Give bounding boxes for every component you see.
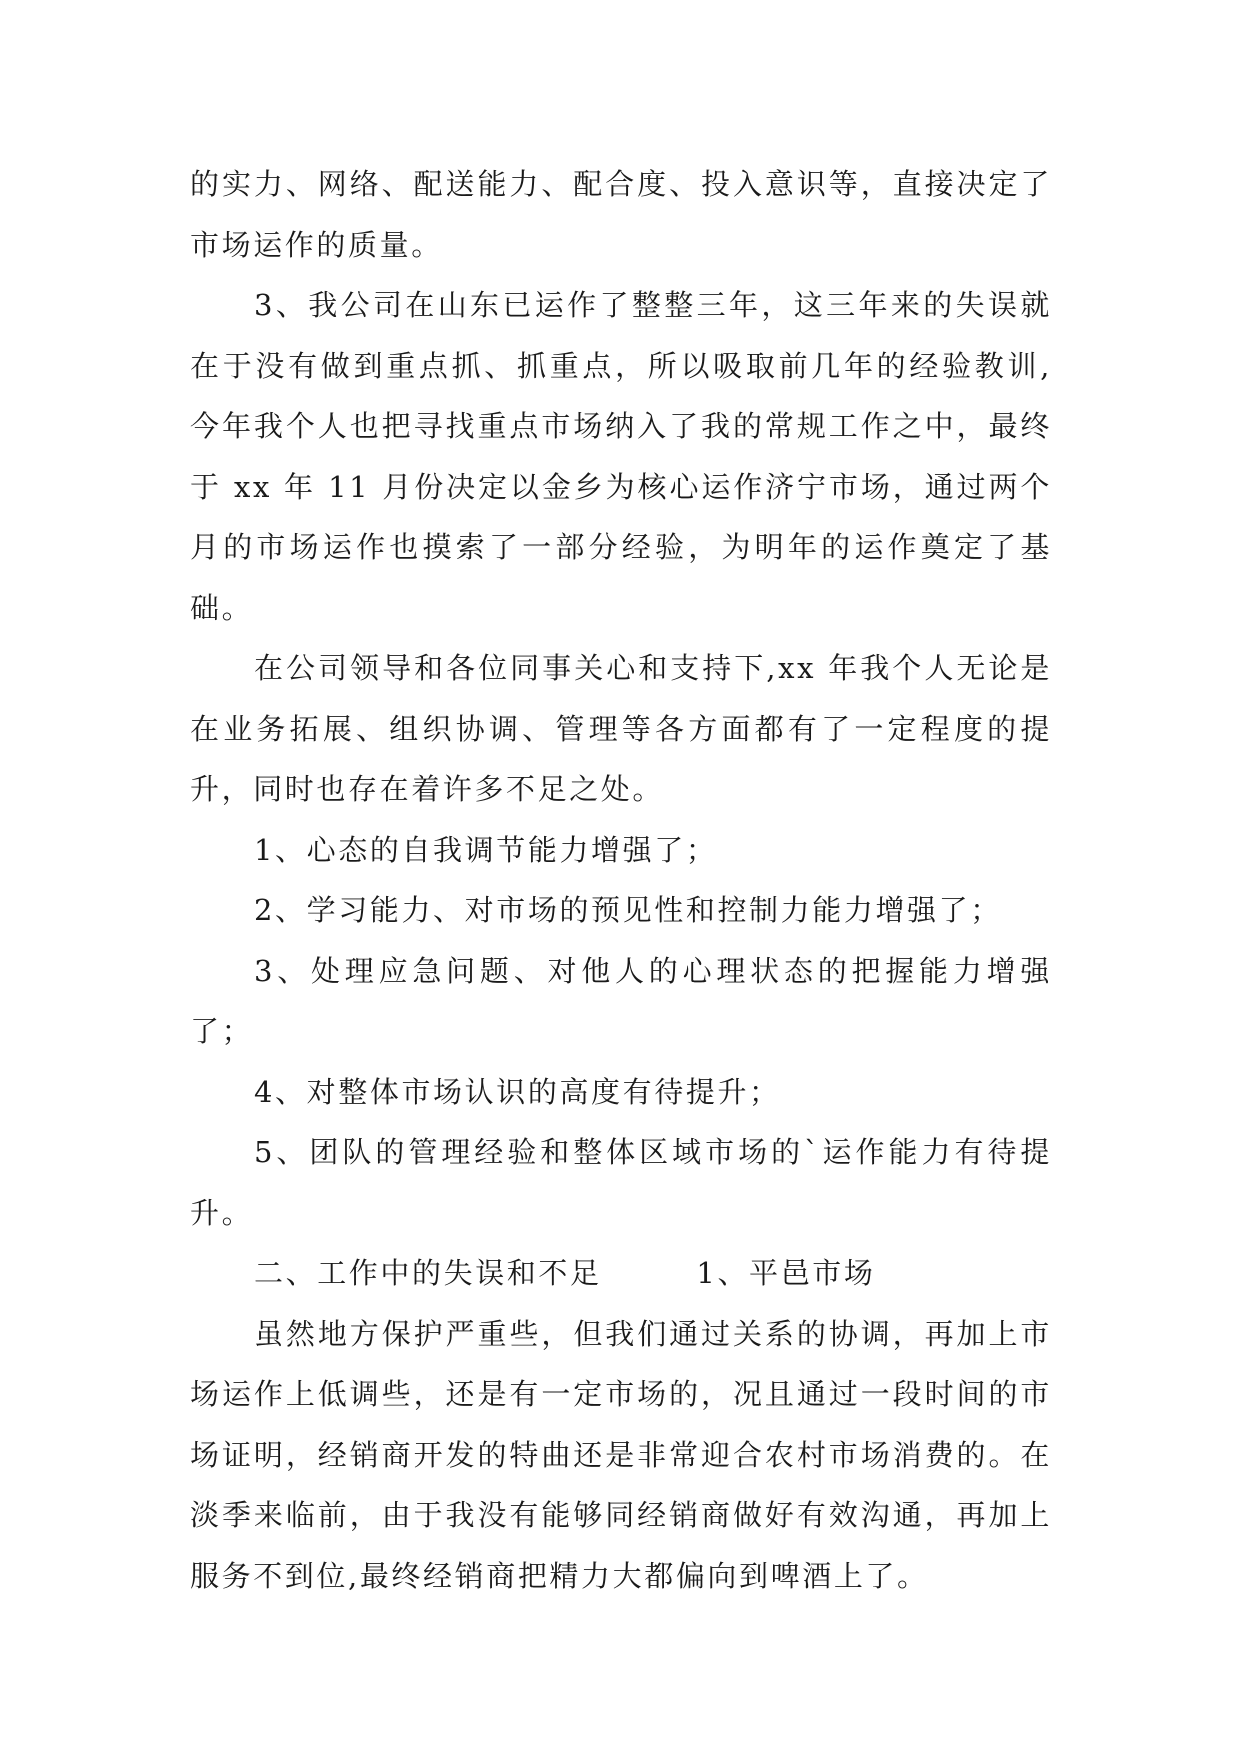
paragraph: 虽然地方保护严重些，但我们通过关系的协调，再加上市场运作上低调些，还是有一定市场的，况且通过一段时间的市场证明，经销商开发的特曲还是非常迎合农村市场消费的。在淡季来临前，由于我没有能够同经销商做好有效沟通，再加上服务不到位,最终经销商把精力大都偏向到啤酒上了。 [190,1316,1052,1593]
paragraph: 的实力、网络、配送能力、配合度、投入意识等，直接决定了市场运作的质量。 [190,167,1052,262]
paragraph: 3、我公司在山东已运作了整整三年，这三年来的失误就在于没有做到重点抓、抓重点，所以吸取前几年的经验教训,今年我个人也把寻找重点市场纳入了我的常规工作之中，最终于 xx 年 11 月份决定以金乡为核心运作济宁市场，通过两个月的市场运作也摸索了一部分经验，为明年的运作奠定了基础。 [190,288,1052,625]
paragraph: 在公司领导和各位同事关心和支持下,xx 年我个人无论是在业务拓展、组织协调、管理等各方面都有了一定程度的提升，同时也存在着许多不足之处。 [190,651,1052,806]
document-body [190,154,1052,1606]
section-heading: 二、工作中的失误和不足 1、平邑市场 [254,1256,876,1290]
list-item: 3、处理应急问题、对他人的心理状态的把握能力增强了； [190,953,1052,1048]
list-item: 1、心态的自我调节能力增强了； [254,832,718,867]
list-item: 5、团队的管理经验和整体区域市场的`运作能力有待提升。 [190,1135,1052,1230]
list-item: 4、对整体市场认识的高度有待提升； [254,1074,781,1109]
list-item: 2、学习能力、对市场的预见性和控制力能力增强了； [254,893,1002,927]
